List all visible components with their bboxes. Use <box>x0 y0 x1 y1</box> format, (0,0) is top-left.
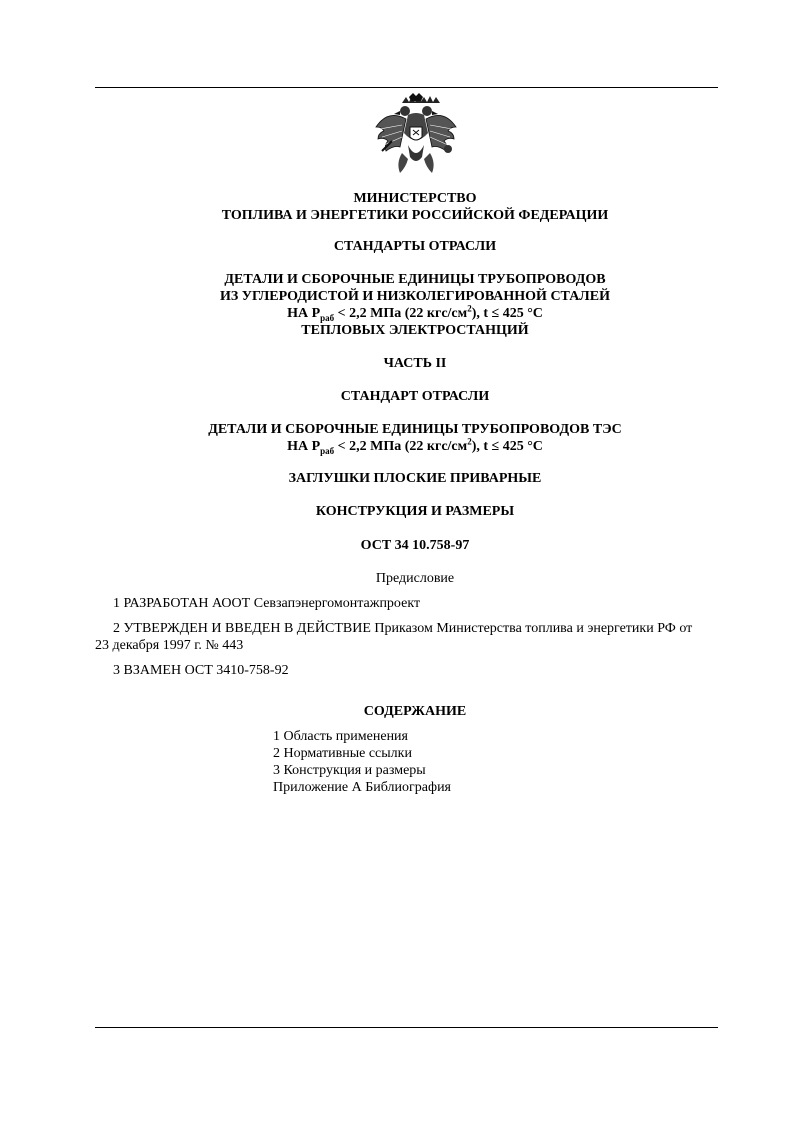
ministry-line-1: МИНИСТЕРСТВО <box>353 191 477 206</box>
preface-title: Предисловие <box>375 571 455 586</box>
contents-item[interactable]: Приложение А Библиография <box>273 780 451 795</box>
main-title <box>95 271 735 339</box>
product-heading <box>95 470 735 487</box>
part-label: ЧАСТЬ II <box>383 356 447 371</box>
main-title-line-4: ТЕПЛОВЫХ ЭЛЕКТРОСТАНЦИЙ <box>301 323 529 338</box>
product-label: ЗАГЛУШКИ ПЛОСКИЕ ПРИВАРНЫЕ <box>288 471 542 486</box>
preface-item-2-line-2: 23 декабря 1997 г. № 443 <box>95 638 244 653</box>
contents-item[interactable]: 1 Область применения <box>273 729 408 744</box>
part-heading <box>95 355 735 372</box>
main-title-line-1: ДЕТАЛИ И СБОРОЧНЫЕ ЕДИНИЦЫ ТРУБОПРОВОДОВ <box>224 272 606 287</box>
main-title-line-3: НА $Р_{раб} < 2,2$ МПа (22 кгс/$см^2$), t ≤ 425 °С <box>287 303 543 323</box>
subtitle <box>95 421 735 455</box>
standard-code-label: ОСТ 34 10.758-97 <box>360 538 470 553</box>
preface-item-3: 3 ВЗАМЕН ОСТ 3410-758-92 <box>113 663 289 678</box>
design-label: КОНСТРУКЦИЯ И РАЗМЕРЫ <box>315 504 515 519</box>
standard-label: СТАНДАРТ ОТРАСЛИ <box>340 389 490 404</box>
subtitle-line-1: ДЕТАЛИ И СБОРОЧНЫЕ ЕДИНИЦЫ ТРУБОПРОВОДОВ ТЭС <box>208 422 622 437</box>
standard-code <box>95 537 735 554</box>
contents-title: СОДЕРЖАНИЕ <box>363 704 467 719</box>
main-title-line-2: ИЗ УГЛЕРОДИСТОЙ И НИЗКОЛЕГИРОВАННОЙ СТАЛЕЙ <box>220 289 610 304</box>
ministry-heading <box>95 190 735 224</box>
ministry-line-2: ТОПЛИВА И ЭНЕРГЕТИКИ РОССИЙСКОЙ ФЕДЕРАЦИИ <box>221 208 609 223</box>
coat-of-arms-icon <box>372 93 460 179</box>
standards-heading <box>95 238 735 255</box>
contents-item[interactable]: 3 Конструкция и размеры <box>273 763 426 778</box>
preface-item-1: 1 РАЗРАБОТАН АООТ Севзапэнергомонтажпроект <box>113 596 421 611</box>
contents-list <box>273 728 451 796</box>
preface-item-2-line-1: 2 УТВЕРЖДЕН И ВВЕДЕН В ДЕЙСТВИЕ Приказом Министерства топлива и энергетики РФ от <box>113 621 693 636</box>
standard-heading <box>95 388 735 405</box>
subtitle-line-2: НА $Р_{раб} < 2,2$ МПа (22 кгс/$см^2$), t ≤ 425 °С <box>287 436 543 456</box>
contents-item[interactable]: 2 Нормативные ссылки <box>273 746 412 761</box>
bottom-rule <box>95 1027 718 1028</box>
standards-label: СТАНДАРТЫ ОТРАСЛИ <box>333 239 497 254</box>
design-heading <box>95 503 735 520</box>
top-rule <box>95 87 718 88</box>
